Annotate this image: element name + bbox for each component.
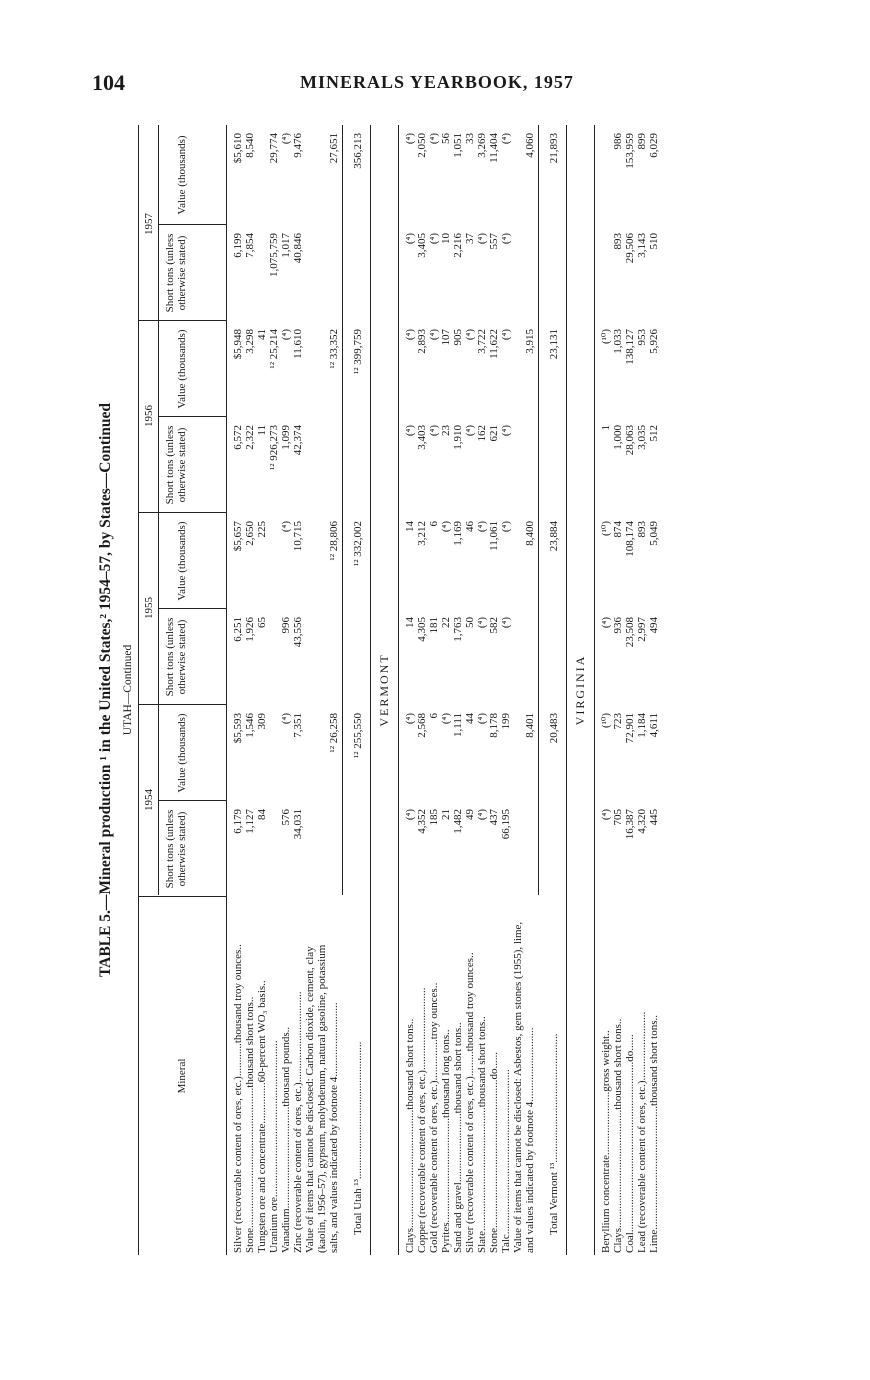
row-value: 11,404 — [488, 133, 500, 163]
running-head: MINERALS YEARBOOK, 1957 — [300, 72, 574, 92]
row-value: 1,099 — [280, 425, 292, 450]
row-label: Slate.............................................thousand short tons.. — [476, 1016, 488, 1253]
row-value: 8,401 — [524, 713, 536, 738]
row-value: (⁴) — [500, 617, 512, 629]
row-label: Clays...........................................thousand short tons.. — [612, 1018, 624, 1253]
rule — [158, 224, 226, 225]
row-value: (⁴) — [500, 233, 512, 245]
total-label: Total Vermont ¹³............................................... — [548, 1033, 560, 1235]
table-row — [440, 125, 452, 1255]
row-value: 16,387 — [624, 809, 636, 840]
table-row — [452, 125, 464, 1255]
row-value: (⁴) — [404, 329, 416, 341]
row-value: 56 — [440, 133, 452, 144]
row-value: 1,763 — [452, 617, 464, 642]
row-label: Zinc (recoverable content of ores, etc.)................................. — [292, 991, 304, 1253]
row-value: 445 — [648, 809, 660, 826]
header-qty: Short tons (unless otherwise stated) — [164, 233, 188, 313]
row-label: Value of items that cannot be disclosed: Asbestos, gem stones (1955), lime, — [512, 921, 524, 1253]
row-value: 181 — [428, 617, 440, 634]
row-value: 43,556 — [292, 617, 304, 648]
row-value: 874 — [612, 521, 624, 538]
row-value: 621 — [488, 425, 500, 442]
row-value: 185 — [428, 809, 440, 826]
row-label: Value of items that cannot be disclosed: Carbon dioxide, cement, clay — [304, 946, 316, 1253]
header-qty: Short tons (unless otherwise stated) — [164, 425, 188, 505]
row-value: 986 — [612, 133, 624, 150]
rule — [370, 125, 371, 1255]
row-value: $5,593 — [232, 713, 244, 744]
header-value: Value (thousands) — [176, 135, 188, 215]
table-row — [624, 125, 636, 1255]
row-label: Talc............................................................ — [500, 1069, 512, 1253]
row-value: (⁴) — [476, 713, 488, 725]
total-value: 20,483 — [548, 713, 560, 744]
row-label: Vanadium.....................................thousand pounds.. — [280, 1026, 292, 1253]
row-value: 4,320 — [636, 809, 648, 834]
row-value: 557 — [488, 233, 500, 250]
row-value: 11,622 — [488, 329, 500, 359]
row-value: 28,063 — [624, 425, 636, 456]
row-value: 1,127 — [244, 809, 256, 834]
rule — [158, 800, 226, 801]
row-value: 46 — [464, 521, 476, 532]
total-value: 23,884 — [548, 521, 560, 552]
row-value: (⁴) — [428, 329, 440, 341]
row-value: $5,610 — [232, 133, 244, 164]
row-value: 22 — [440, 617, 452, 628]
rotated-table — [97, 125, 740, 1255]
header-year: 1957 — [143, 213, 155, 235]
header-year: 1954 — [143, 789, 155, 811]
row-value: ¹² 926,273 — [268, 425, 280, 471]
row-value: (¹⁰) — [600, 329, 612, 345]
table-row — [416, 125, 428, 1255]
row-value: 1 — [600, 425, 612, 431]
table-row — [612, 125, 624, 1255]
row-value: (⁴) — [464, 425, 476, 437]
row-value: (⁴) — [280, 133, 292, 145]
rule — [538, 125, 539, 895]
row-value: 8,400 — [524, 521, 536, 546]
table-row — [636, 125, 648, 1255]
row-value: 23 — [440, 425, 452, 436]
row-value: (⁴) — [440, 521, 452, 533]
total-value: 23,131 — [548, 329, 560, 360]
row-value: 3,915 — [524, 329, 536, 354]
row-label: Lime.............................................thousand short tons.. — [648, 1014, 660, 1253]
row-value: 309 — [256, 713, 268, 730]
row-value: 437 — [488, 809, 500, 826]
row-value: 153,959 — [624, 133, 636, 169]
row-value: $5,657 — [232, 521, 244, 552]
row-value: 2,997 — [636, 617, 648, 642]
total-value: 356,213 — [352, 133, 364, 169]
header-qty: Short tons (unless otherwise stated) — [164, 809, 188, 889]
row-value: 14 — [404, 521, 416, 532]
table-row — [512, 125, 524, 1255]
row-value: 14 — [404, 617, 416, 628]
row-value: 3,722 — [476, 329, 488, 354]
row-value: 138,127 — [624, 329, 636, 365]
table-row — [244, 125, 256, 1255]
table-row — [500, 125, 512, 1255]
row-value: 29,506 — [624, 233, 636, 264]
table-row — [256, 125, 268, 1255]
row-value: 996 — [280, 617, 292, 634]
table-row — [328, 125, 340, 1255]
row-value: 1,033 — [612, 329, 624, 354]
header-mineral: Mineral — [176, 1058, 188, 1094]
row-value: 10,715 — [292, 521, 304, 552]
row-value: 936 — [612, 617, 624, 634]
row-value: 4,060 — [524, 133, 536, 158]
row-value: 107 — [440, 329, 452, 346]
row-value: 7,351 — [292, 713, 304, 738]
rule — [158, 125, 159, 895]
row-value: (¹⁰) — [600, 521, 612, 537]
row-value: 42,374 — [292, 425, 304, 456]
total-value: ¹² 332,002 — [352, 521, 364, 567]
rule — [226, 125, 227, 1255]
row-label: Beryllium concentrate.......................gross weight.. — [600, 1030, 612, 1253]
row-label: Clays...........................................thousand short tons.. — [404, 1018, 416, 1253]
table-row — [316, 125, 328, 1255]
row-value: 1,000 — [612, 425, 624, 450]
table-row — [476, 125, 488, 1255]
table-row — [268, 125, 280, 1255]
row-value: 1,482 — [452, 809, 464, 834]
row-label: Silver (recoverable content of ores, etc.).........thousand troy ounces.. — [464, 952, 476, 1253]
row-value: 4,305 — [416, 617, 428, 642]
rule — [158, 608, 226, 609]
row-value: (⁴) — [404, 425, 416, 437]
row-value: 3,298 — [244, 329, 256, 354]
row-value: 1,546 — [244, 713, 256, 738]
row-value: (⁴) — [280, 713, 292, 725]
row-value: 899 — [636, 133, 648, 150]
row-value: (⁴) — [476, 617, 488, 629]
row-value: 1,111 — [452, 713, 464, 737]
row-value: 6 — [428, 713, 440, 719]
row-value: 2,050 — [416, 133, 428, 158]
table-row — [464, 125, 476, 1255]
row-value: 1,169 — [452, 521, 464, 546]
row-value: (⁴) — [500, 329, 512, 341]
row-value: 2,568 — [416, 713, 428, 738]
row-value: 27,651 — [328, 133, 340, 164]
row-value: 5,049 — [648, 521, 660, 546]
row-label: Uranium ore......................................................... — [268, 1040, 280, 1253]
row-value: (⁴) — [500, 521, 512, 533]
total-value: ¹² 399,759 — [352, 329, 364, 375]
row-value: 50 — [464, 617, 476, 628]
section-heading: VIRGINIA — [573, 654, 587, 726]
row-value: (⁴) — [600, 809, 612, 821]
row-value: 3,405 — [416, 233, 428, 258]
table-row — [304, 125, 316, 1255]
row-value: 66,195 — [500, 809, 512, 840]
row-value: $5,948 — [232, 329, 244, 360]
section-heading: VERMONT — [377, 653, 391, 727]
row-label: Silver (recoverable content of ores, etc.)............thousand troy ounces.. — [232, 944, 244, 1253]
table-row — [428, 125, 440, 1255]
row-label: and values indicated by footnote 4........................... — [524, 1027, 536, 1253]
row-value: 9,476 — [292, 133, 304, 158]
row-value: (⁴) — [280, 521, 292, 533]
row-value: 72,901 — [624, 713, 636, 744]
row-value: 225 — [256, 521, 268, 538]
table-row — [524, 125, 536, 1255]
row-value: ¹² 28,806 — [328, 521, 340, 561]
row-value: 6,572 — [232, 425, 244, 450]
row-value: ¹² 25,214 — [268, 329, 280, 369]
table-row — [488, 125, 500, 1255]
row-value: 11 — [256, 425, 268, 436]
table-row — [648, 125, 660, 1255]
header-value: Value (thousands) — [176, 713, 188, 793]
row-value: ¹² 33,352 — [328, 329, 340, 369]
row-value: (⁴) — [500, 425, 512, 437]
row-value: 953 — [636, 329, 648, 346]
row-value: 6 — [428, 521, 440, 527]
row-label: Pyrites......................................thousand long tons.. — [440, 1029, 452, 1253]
row-value: 34,031 — [292, 809, 304, 840]
row-value: 6,179 — [232, 809, 244, 834]
row-value: 6,029 — [648, 133, 660, 158]
row-label: Stone...................................................thousand short tons.. — [244, 996, 256, 1253]
row-value: 893 — [636, 521, 648, 538]
row-value: 723 — [612, 713, 624, 730]
row-value: (⁴) — [500, 133, 512, 145]
row-value: (⁴) — [476, 809, 488, 821]
header-value: Value (thousands) — [176, 329, 188, 409]
row-value: 65 — [256, 617, 268, 628]
table-subtitle: UTAH—Continued — [122, 644, 134, 736]
row-value: (⁴) — [428, 425, 440, 437]
row-value: 3,143 — [636, 233, 648, 258]
row-value: (⁴) — [404, 809, 416, 821]
row-value: 4,611 — [648, 713, 660, 738]
table-title: TABLE 5.—Mineral production ¹ in the United States,² 1954–57, by States—Continued — [97, 402, 114, 978]
row-value: 494 — [648, 617, 660, 634]
row-value: 10 — [440, 233, 452, 244]
row-label: salts, and values indicated by footnote 4........................... — [328, 1002, 340, 1253]
row-value: 2,322 — [244, 425, 256, 450]
row-label: Gold (recoverable content of ores, etc.)...............troy ounces.. — [428, 982, 440, 1253]
row-value: 893 — [612, 233, 624, 250]
row-value: (⁴) — [464, 329, 476, 341]
row-value: 510 — [648, 233, 660, 250]
table-row — [292, 125, 304, 1255]
row-value: 84 — [256, 809, 268, 820]
row-value: 11,061 — [488, 521, 500, 551]
row-value: 2,216 — [452, 233, 464, 258]
total-value: 21,893 — [548, 133, 560, 164]
row-value: 3,403 — [416, 425, 428, 450]
rule — [566, 125, 567, 1255]
row-value: 1,075,759 — [268, 233, 280, 277]
row-label: Sand and gravel.........................thousand short tons.. — [452, 1022, 464, 1253]
rule — [342, 125, 343, 895]
rule — [594, 125, 595, 1255]
row-value: (⁴) — [404, 713, 416, 725]
row-value: 8,178 — [488, 713, 500, 738]
row-value: 2,650 — [244, 521, 256, 546]
row-label: Copper (recoverable content of ores, etc.).............................. — [416, 987, 428, 1253]
row-label: (kaolin, 1956–57), gypsum, molybdenum, natural gasoline, potassium — [316, 944, 328, 1253]
total-value: ¹² 255,550 — [352, 713, 364, 759]
rule — [158, 416, 226, 417]
row-value: (⁴) — [476, 233, 488, 245]
row-label: Stone......................................................do...... — [488, 1051, 500, 1253]
row-value: 5,926 — [648, 329, 660, 354]
row-value: (¹⁰) — [600, 713, 612, 729]
header-qty: Short tons (unless otherwise stated) — [164, 617, 188, 697]
row-value: 3,035 — [636, 425, 648, 450]
row-value: 33 — [464, 133, 476, 144]
page-number: 104 — [92, 70, 125, 95]
row-value: 7,854 — [244, 233, 256, 258]
row-value: 41 — [256, 329, 268, 340]
row-value: 23,508 — [624, 617, 636, 648]
row-value: 49 — [464, 809, 476, 820]
table-row — [232, 125, 244, 1255]
row-label: Coal..............................................................do...... — [624, 1034, 636, 1253]
total-row — [352, 125, 364, 1255]
row-value: 6,251 — [232, 617, 244, 642]
row-value: 582 — [488, 617, 500, 634]
row-value: (⁴) — [600, 617, 612, 629]
row-value: ¹² 26,258 — [328, 713, 340, 753]
row-value: 705 — [612, 809, 624, 826]
row-value: 6,199 — [232, 233, 244, 258]
row-value: 37 — [464, 233, 476, 244]
header-year: 1956 — [143, 405, 155, 427]
row-value: 576 — [280, 809, 292, 826]
row-value: (⁴) — [280, 329, 292, 341]
row-value: (⁴) — [404, 133, 416, 145]
header-value: Value (thousands) — [176, 521, 188, 601]
row-value: 512 — [648, 425, 660, 442]
row-value: 3,212 — [416, 521, 428, 546]
total-label: Total Utah ¹³.................................................. — [352, 1041, 364, 1235]
row-value: 162 — [476, 425, 488, 442]
table-row — [600, 125, 612, 1255]
row-value: 40,846 — [292, 233, 304, 264]
row-value: (⁴) — [476, 521, 488, 533]
row-value: 11,610 — [292, 329, 304, 359]
row-value: (⁴) — [428, 233, 440, 245]
row-value: 1,051 — [452, 133, 464, 158]
table-row — [404, 125, 416, 1255]
row-value: 1,910 — [452, 425, 464, 450]
row-value: 905 — [452, 329, 464, 346]
row-value: 44 — [464, 713, 476, 724]
row-value: 1,926 — [244, 617, 256, 642]
rule — [398, 125, 399, 1255]
row-value: 2,893 — [416, 329, 428, 354]
row-label: Lead (recoverable content of ores, etc.)......................... — [636, 1011, 648, 1253]
table-row — [280, 125, 292, 1255]
row-value: 1,184 — [636, 713, 648, 738]
row-value: 21 — [440, 809, 452, 820]
row-value: (⁴) — [404, 233, 416, 245]
row-label: Tungsten ore and concentrate...............60-percent WO₃ basis.. — [256, 980, 268, 1253]
row-value: 108,174 — [624, 521, 636, 557]
row-value: 4,352 — [416, 809, 428, 834]
row-value: 3,269 — [476, 133, 488, 158]
row-value: (⁴) — [428, 133, 440, 145]
row-value: 8,540 — [244, 133, 256, 158]
row-value: 29,774 — [268, 133, 280, 164]
row-value: (⁴) — [440, 713, 452, 725]
row-value: 1,017 — [280, 233, 292, 258]
rule — [138, 125, 139, 1255]
total-row — [548, 125, 560, 1255]
header-year: 1955 — [143, 597, 155, 619]
row-value: 199 — [500, 713, 512, 730]
